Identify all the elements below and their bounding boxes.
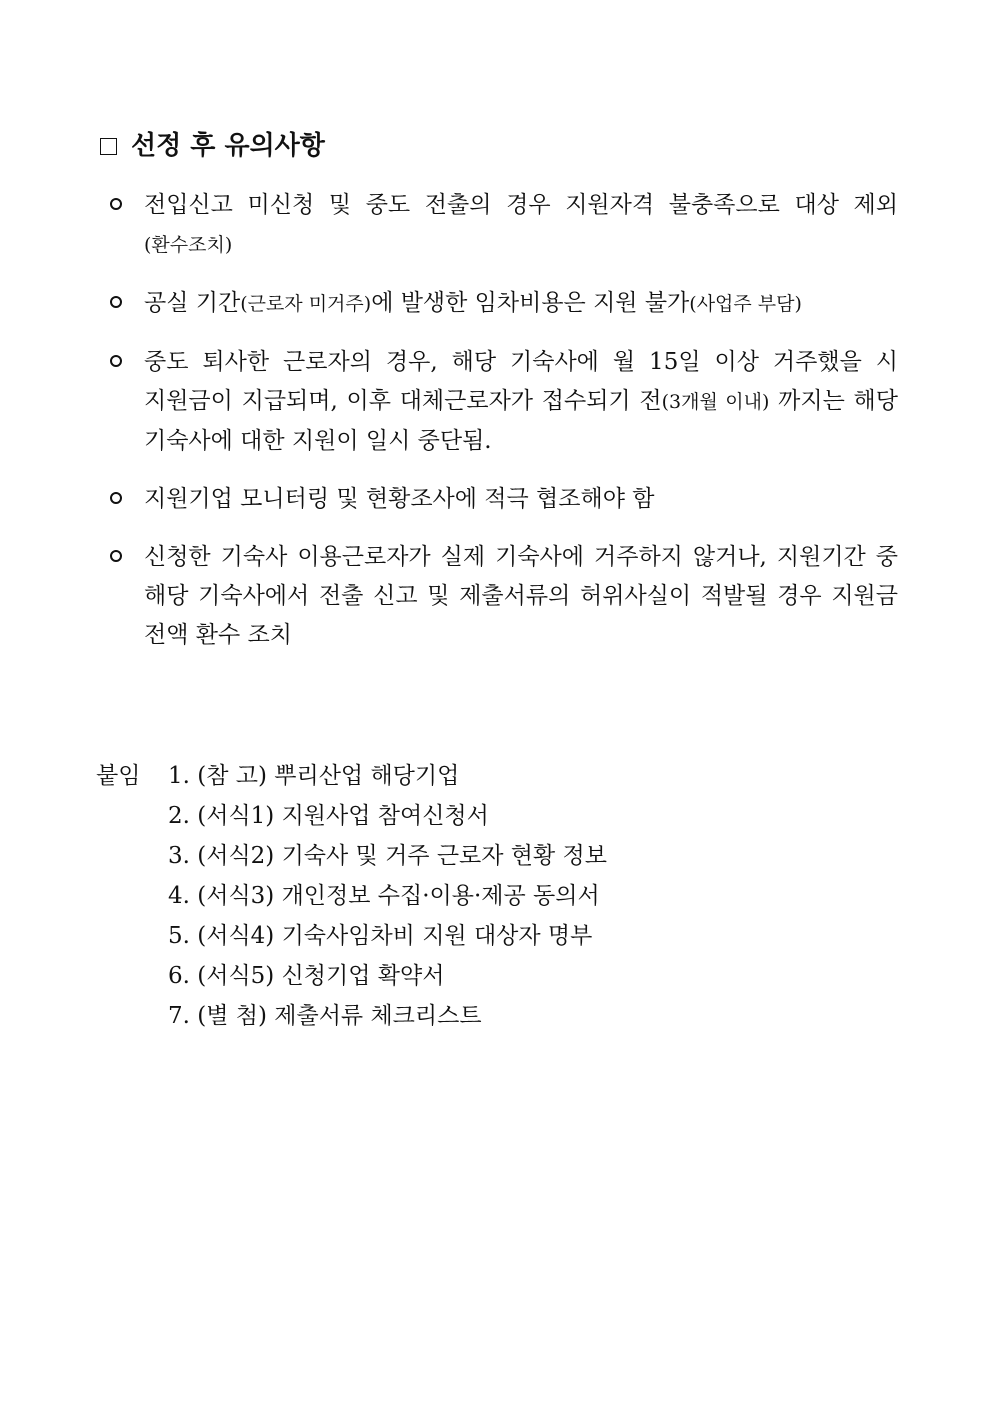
- notice-text: 신청한 기숙사 이용근로자가 실제 기숙사에 거주하지 않거나, 지원기간 중 해당 기숙사에서 전출 신고 및 제출서류의 허위사실이 적발될 경우 지원금 전액 환수 조치: [144, 544, 898, 648]
- bullet-circle-icon: [110, 492, 122, 504]
- attachment-item: 2. (서식1) 지원사업 참여신청서: [168, 803, 489, 829]
- section-heading: [100, 128, 325, 164]
- notice-item: [108, 538, 898, 655]
- notice-text: 공실 기간: [144, 290, 241, 316]
- notice-item: [108, 480, 898, 519]
- attachment-item: 3. (서식2) 기숙사 및 거주 근로자 현황 정보: [168, 843, 607, 869]
- attachment-item: 5. (서식4) 기숙사임차비 지원 대상자 명부: [168, 923, 593, 949]
- bullet-circle-icon: [110, 198, 122, 210]
- notice-text: 전입신고 미신청 및 중도 전출의 경우 지원자격 불충족으로 대상 제외: [144, 192, 898, 218]
- notice-text: 에 발생한 임차비용은 지원 불가: [371, 290, 690, 316]
- notice-item: [108, 343, 898, 461]
- notice-text: (3개월 이내): [661, 391, 770, 413]
- checkbox-square-icon: [100, 138, 117, 155]
- notice-text: (근로자 미거주): [240, 293, 372, 315]
- attachments-list: [168, 756, 868, 1036]
- notice-item: [108, 284, 898, 324]
- section-title: 선정 후 유의사항: [131, 131, 325, 161]
- bullet-circle-icon: [110, 550, 122, 562]
- attachment-item: 1. (참 고) 뿌리산업 해당기업: [168, 763, 460, 789]
- notice-text: 중도 퇴사한 근로자의 경우, 해당 기숙사에 월 15일 이상 거주했을 시 지원금이 지급되며, 이후 대체근로자가 접수되기 전: [144, 349, 898, 414]
- attachment-item: 6. (서식5) 신청기업 확약서: [168, 963, 445, 989]
- notice-text: 까지는 해당 기숙사에 대한 지원이 일시 중단됨.: [144, 388, 898, 454]
- attachment-item: 4. (서식3) 개인정보 수집·이용·제공 동의서: [168, 883, 600, 909]
- notice-list: [108, 186, 898, 674]
- notice-text: (사업주 부담): [689, 293, 802, 315]
- notice-text: (환수조치): [144, 234, 233, 256]
- attachments-label: 붙임: [96, 763, 141, 789]
- notice-item: [108, 186, 898, 265]
- attachment-item: 7. (별 첨) 제출서류 체크리스트: [168, 1003, 482, 1029]
- notice-text: 지원기업 모니터링 및 현황조사에 적극 협조해야 함: [144, 486, 655, 512]
- bullet-circle-icon: [110, 296, 122, 308]
- bullet-circle-icon: [110, 355, 122, 367]
